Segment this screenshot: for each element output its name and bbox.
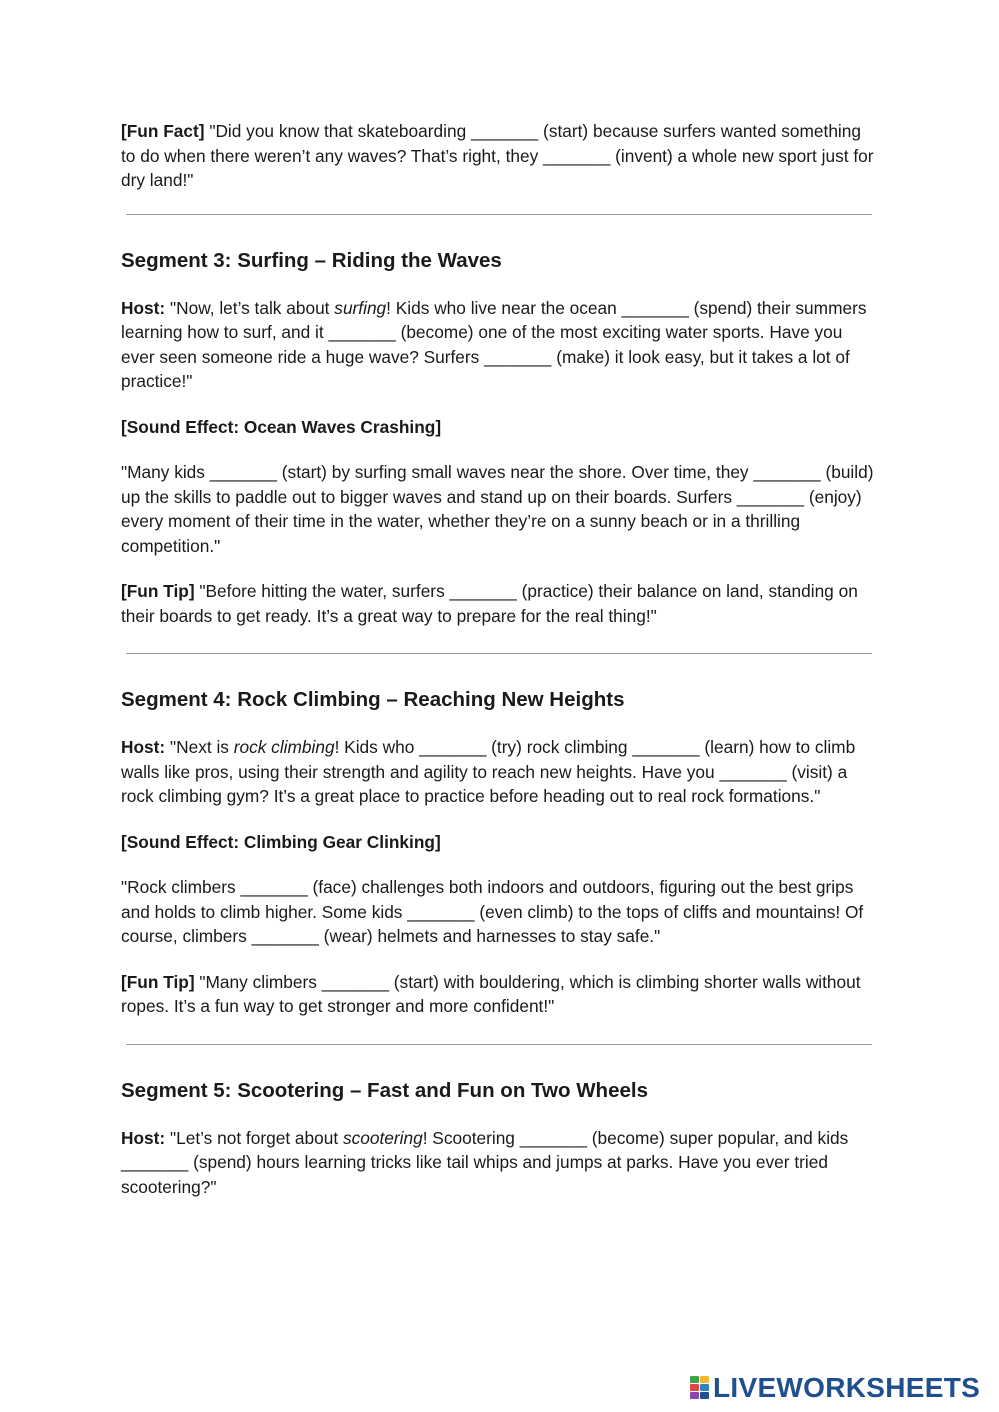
fun-tip-text: "Many climbers _______ (start) with bouldering, which is climbing shorter walls without ropes. It’s a fun way to get stronger and more confident!" [121,971,861,1016]
host-text-end: ! Kids who live near the ocean _______ (spend) their summers learning how to surf, and it _______ (become) one of the most exciting water sports. Have you ever seen someone ride a huge wave? Surfers _______ (make) it look easy, but it takes a lot of practice!" [121,297,867,391]
segment-3-title: Segment 3: Surfing – Riding the Waves [121,248,502,272]
segment-4-quote: "Rock climbers _______ (face) challenges both indoors and outdoors, figuring out the best grips and holds to climb higher. Some kids _______ (even climb) to the tops of cliffs and mountains! Of course, climbers _______ (wear) helmets and harnesses to stay safe." [121,877,864,946]
fun-tip-text: "Before hitting the water, surfers _______ (practice) their balance on land, standing on their boards to get ready. It’s a great way to prepare for the real thing!" [121,581,858,626]
segment-3-sound-effect: [Sound Effect: Ocean Waves Crashing] [121,416,442,437]
segment-3-quote: "Many kids _______ (start) by surfing small waves near the shore. Over time, they _______ (build) up the skills to paddle out to bigger waves and stand up on their boards. Surfers _______ (enjoy) every moment of their time in the water, whether they’re on a sunny beach or in a thrilling competition." [121,462,874,556]
fun-tip-label: [Fun Tip] [121,971,195,992]
segment-4-sound-effect: [Sound Effect: Climbing Gear Clinking] [121,831,441,852]
host-label: Host: [121,297,166,318]
worksheet-page [121,119,876,1199]
liveworksheets-logo-icon [690,1376,710,1400]
fun-tip-label: [Fun Tip] [121,581,195,601]
host-text-start: "Let’s not forget about [165,1127,343,1148]
host-text-emphasis: rock climbing [233,737,335,757]
segment-3-fun-tip [121,579,876,628]
segment-3-host-paragraph [121,296,876,394]
segment-4-title: Segment 4: Rock Climbing – Reaching New Heights [121,688,625,711]
fun-fact-label: [Fun Fact] [121,121,205,141]
host-label: Host: [121,1127,166,1148]
host-text-emphasis: surfing [334,297,387,318]
section-divider [126,1044,872,1045]
segment-4-host-paragraph [121,735,876,809]
host-label: Host: [121,737,166,757]
section-divider [126,653,872,654]
fun-fact-text: "Did you know that skateboarding _______ (start) because surfers wanted something to do when there weren’t any waves? That’s right, they _______ (invent) a whole new sport just for dry land!" [121,121,874,190]
segment-5-title: Segment 5: Scootering – Fast and Fun on Two Wheels [121,1078,648,1102]
host-text-end: ! Kids who _______ (try) rock climbing _______ (learn) how to climb walls like pros, using their strength and agility to reach new heights. Have you _______ (visit) a rock climbing gym? It’s a great place to practice before heading out to real rock formations." [121,737,856,806]
logo-wordmark: LIVEWORKSHEETS [713,1372,981,1403]
host-text-end: ! Scootering _______ (become) super popular, and kids _______ (spend) hours learning tricks like tail whips and jumps at parks. Have you ever tried scootering?" [121,1127,849,1197]
segment-4-fun-tip [121,970,876,1019]
host-text-start: "Now, let’s talk about [165,297,335,318]
segment-5-host-paragraph [121,1126,876,1200]
liveworksheets-logo [690,1373,980,1403]
section-divider [126,214,872,215]
host-text-start: "Next is [165,737,234,757]
host-text-emphasis: scootering [342,1127,423,1148]
fun-fact-paragraph [121,119,876,193]
